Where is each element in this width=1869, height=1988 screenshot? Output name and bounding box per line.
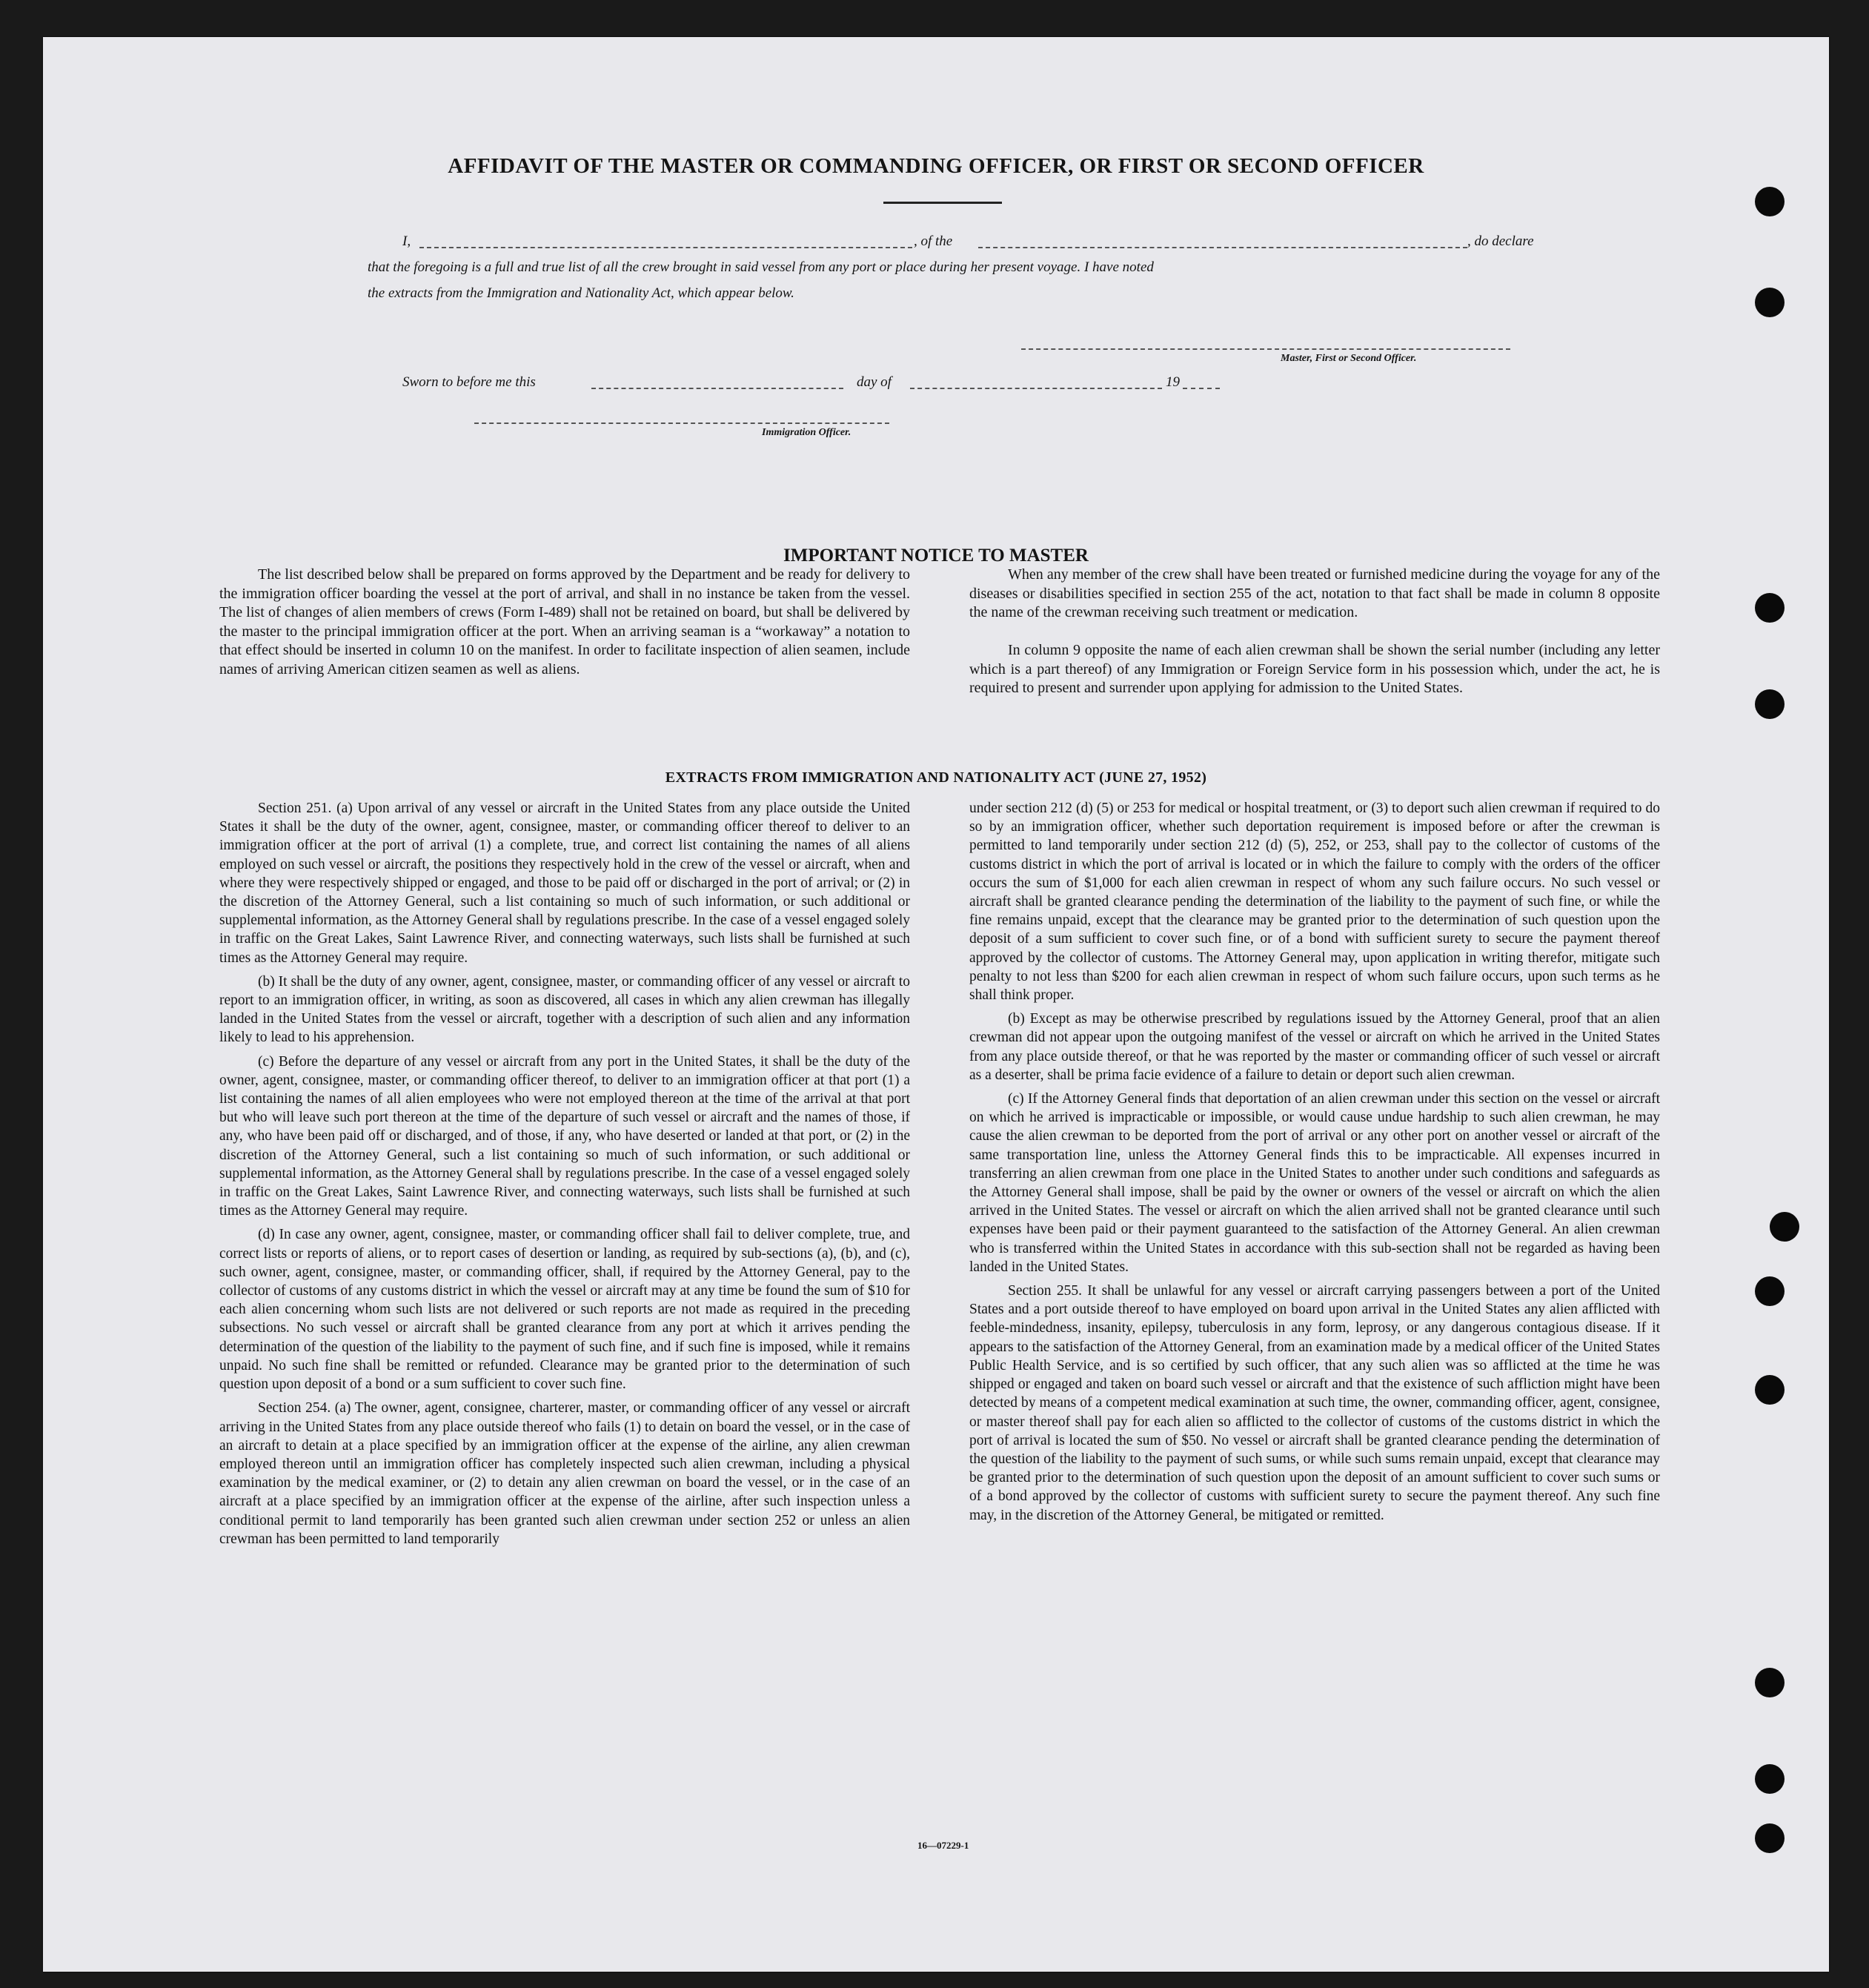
notice-title: IMPORTANT NOTICE TO MASTER bbox=[783, 546, 1089, 566]
section-251-b: (b) It shall be the duty of any owner, agent, consignee, master, or commanding officer of any vessel or aircraft to report to an immigration officer, in writing, as soon as discovered, all cases in which any alien crewman has illegally landed in the United States from the vessel or aircraft, together with a description of such alien and any information likely to lead to his apprehension. bbox=[219, 973, 910, 1046]
declaration-line-3: the extracts from the Immigration and Nationality Act, which appear below. bbox=[368, 285, 794, 301]
punch-hole bbox=[1755, 1823, 1785, 1853]
declarant-name-field[interactable] bbox=[419, 247, 912, 248]
year-label: 19 bbox=[1166, 374, 1180, 390]
sworn-label: Sworn to before me this bbox=[402, 374, 536, 390]
affidavit-title: AFFIDAVIT OF THE MASTER OR COMMANDING OFFICER, OR FIRST OR SECOND OFFICER bbox=[448, 154, 1424, 178]
declaration-line-2: that the foregoing is a full and true list of all the crew brought in said vessel from any port or place during her present voyage. I have noted bbox=[368, 259, 1154, 275]
notice-right-paragraph-1: When any member of the crew shall have been treated or furnished medicine during the voyage for any of the diseases or disabilities specified in section 255 of the act, notation to that fact shall be made in column 8 opposite the name of the crewman receiving such treatment or medication. bbox=[969, 566, 1660, 620]
notice-left-paragraph: The list described below shall be prepared on forms approved by the Department and be ready for delivery to the immigration officer boarding the vessel at the port of arrival, and shall in no instance be taken from the vessel. The list of changes of alien members of crews (Form I-489) shall not be retained on board, but shall be delivered by the master to the principal immigration officer at the port. When an arriving seaman is a “workaway” a notation to that effect should be inserted in column 10 on the manifest. In order to facilitate inspection of alien seamen, include names of arriving American citizen seamen as well as aliens. bbox=[219, 566, 910, 677]
vessel-name-field[interactable] bbox=[978, 247, 1467, 248]
immigration-officer-caption: Immigration Officer. bbox=[762, 427, 851, 438]
section-254-c: (c) If the Attorney General finds that deportation of an alien crewman under this section on the vessel or aircraft on which he arrived is impracticable or impossible, or would cause undue hardship to such alien crewman, he may cause the alien crewman to be deported from the port of arrival or any other port on another vessel or aircraft of the same transportation line, unless the Attorney General finds this to be impracticable. All expenses incurred in transferring an alien crewman from one place in the United States to another under such conditions and safeguards as the Attorney General shall impose, shall be paid by the owner or owners of the vessel or aircraft on which the alien arrived in the United States. The vessel or aircraft on which the alien arrived shall not be granted clearance until such expenses have been paid or their payment guaranteed to the satisfaction of the Attorney General. An alien crewman who is transferred within the United States in accordance with this sub-section shall not be regarded as having been landed in the United States. bbox=[969, 1091, 1660, 1275]
extracts-left-column bbox=[219, 799, 910, 1554]
punch-hole bbox=[1755, 1276, 1785, 1306]
section-251-a: Section 251. (a) Upon arrival of any vessel or aircraft in the United States from any place outside the United States it shall be the duty of the owner, agent, consignee, master, or commanding officer thereof to deliver to an immigration officer at the port of arrival (1) a complete, true, and correct list containing the names of all aliens employed on such vessel or aircraft, the positions they respectively hold in the crew of the vessel or aircraft, when and where they were respectively shipped or engaged, and those to be paid off or discharged in the port of arrival; or (2) in the discretion of the Attorney General, such a list containing so much of such information, or such additional or supplemental information, as the Attorney General shall by regulations prescribe. In the case of a vessel engaged solely in traffic on the Great Lakes, Saint Lawrence River, and connecting waterways, such lists shall be furnished at such times as the Attorney General may require. bbox=[219, 801, 910, 966]
master-signature-field[interactable] bbox=[1021, 348, 1510, 350]
declarant-label: I, bbox=[402, 233, 411, 249]
section-255: Section 255. It shall be unlawful for any vessel or aircraft carrying passengers between a port of the United States and a port outside thereof to have employed on board upon arrival in the United States any alien afflicted with feeble-mindedness, insanity, epilepsy, tuberculosis in any form, leprosy, or any dangerous contagious disease. If it appears to the satisfaction of the Attorney General, from an examination made by a medical officer of the United States Public Health Service, and is so certified by such officer, that any such alien was so afflicted at the time he was shipped or engaged and taken on board such vessel or aircraft and that the existence of such affliction might have been detected by means of a competent medical examination at such time, the owner, commanding officer, agent, consignee, or master thereof shall pay for each alien so afflicted to the collector of customs of the customs district in which the port of arrival is located the sum of $50. No vessel or aircraft shall be granted clearance pending the determination of the question of the liability to the payment of such sums, or while such sums remain unpaid, except that clearance may be granted prior to the determination of such question upon the deposit of an amount sufficient to cover such sums or of a bond approved by the collector of customs with sufficient surety to secure the payment thereof. Any such fine may, in the discretion of the Attorney General, be mitigated or remitted. bbox=[969, 1283, 1660, 1523]
punch-hole bbox=[1770, 1212, 1799, 1242]
section-251-c: (c) Before the departure of any vessel or aircraft from any port in the United States, it shall be the duty of the owner, agent, consignee, master, or commanding officer thereof, to deliver to an immigration officer at that port (1) a list containing the names of all alien employees who were not employed thereon at the time of the arrival at that port but who will leave such port thereon at the time of the departure of such vessel or aircraft and the names of those, if any, who have been paid off or discharged, and of those, if any, who have deserted or landed at that port, or (2) in the discretion of the Attorney General, such a list containing so much of such information, or such additional or supplemental information, as the Attorney General shall by regulations prescribe. In the case of a vessel engaged solely in traffic on the Great Lakes, Saint Lawrence River, and connecting waterways, such lists shall be furnished at such times as the Attorney General may require. bbox=[219, 1053, 910, 1219]
section-254-b: (b) Except as may be otherwise prescribed by regulations issued by the Attorney General, proof that an alien crewman did not appear upon the outgoing manifest of the vessel or aircraft on which he arrived in the United States from any place outside thereof, or that he was reported by the master or commanding officer of such vessel or aircraft as a deserter, shall be prima facie evidence of a failure to detain or deport such alien crewman. bbox=[969, 1011, 1660, 1083]
section-254-a-continued: under section 212 (d) (5) or 253 for medical or hospital treatment, or (3) to deport such alien crewman if required to do so by an immigration officer, whether such deportation requirement is imposed before or after the crewman is permitted to land temporarily under section 212 (d) (5), 252, or 253, shall pay to the collector of customs of the customs district in which the port of arrival is located or in which the failure to comply with the orders of the officer occurs the sum of $1,000 for each alien crewman in respect of whom any such failure occurs. No such vessel or aircraft shall be granted clearance pending the determination of the liability to the payment of such fine, or while the fine remains unpaid, except that the clearance may be granted prior to the determination of such question upon the deposit of a sum sufficient to cover such fine, or of a bond with sufficient surety to secure the payment thereof approved by the collector of customs. The Attorney General may, upon application in writing therefor, mitigate such penalty to not less than $200 for each alien crewman in respect of whom such failure occurs, upon such terms as he shall think proper. bbox=[969, 801, 1660, 1004]
sworn-year-field[interactable] bbox=[1183, 388, 1220, 389]
punch-hole bbox=[1755, 187, 1785, 216]
extracts-right-column bbox=[969, 799, 1660, 1530]
punch-hole bbox=[1755, 1375, 1785, 1405]
title-underline bbox=[883, 202, 1002, 204]
master-signature-caption: Master, First or Second Officer. bbox=[1281, 353, 1417, 364]
vessel-label: , of the bbox=[914, 233, 953, 249]
punch-hole bbox=[1755, 1764, 1785, 1794]
section-251-d: (d) In case any owner, agent, consignee, master, or commanding officer shall fail to deliver complete, true, and correct lists or reports of aliens, or to report cases of desertion or landing, as required by sub-sections (a), (b), and (c), such owner, agent, consignee, master, or commanding officer, shall, if required by the Attorney General, pay to the collector of customs of any customs district in which the vessel or aircraft may at any time be found the sum of $10 for each alien concerning whom such lists are not delivered or such reports are not made as required in the preceding subsections. No such vessel or aircraft shall be granted clearance from any port at which it arrives pending the determination of the question of the liability to the payment of such fine, and if such fine is imposed, while it remains unpaid. No such fine shall be remitted or refunded. Clearance may be granted prior to the determination of such question upon deposit of a bond or a sum sufficient to cover such fine. bbox=[219, 1227, 910, 1393]
sworn-month-field[interactable] bbox=[910, 388, 1162, 389]
sworn-date-field[interactable] bbox=[591, 388, 843, 389]
punch-hole bbox=[1755, 689, 1785, 719]
declare-label: , do declare bbox=[1467, 233, 1534, 249]
form-number: 16—07229-1 bbox=[917, 1840, 969, 1851]
punch-hole bbox=[1755, 288, 1785, 317]
extracts-title: EXTRACTS FROM IMMIGRATION AND NATIONALITY ACT (JUNE 27, 1952) bbox=[665, 769, 1207, 786]
punch-hole bbox=[1755, 593, 1785, 623]
punch-hole bbox=[1755, 1668, 1785, 1697]
section-254-a: Section 254. (a) The owner, agent, consignee, charterer, master, or commanding officer of any vessel or aircraft arriving in the United States from any place outside thereof who fails (1) to detain on board the vessel, or in the case of an aircraft to detain at a place specified by an immigration officer at the expense of the airline, any alien crewman employed thereon until an immigration officer has completely inspected such alien crewman, including a physical examination by the medical examiner, or (2) to detain any alien crewman on board the vessel, or in the case of an aircraft at a place specified by an immigration officer at the expense of the airline, after such inspection unless a conditional permit to land temporarily has been granted such alien crewman under section 252 or unless an alien crewman has been permitted to land temporarily bbox=[219, 1400, 910, 1547]
document-page bbox=[43, 37, 1829, 1972]
immigration-officer-signature-field[interactable] bbox=[474, 423, 889, 424]
notice-right-paragraph-2: In column 9 opposite the name of each alien crewman shall be shown the serial number (including any letter which is a part thereof) of any Immigration or Foreign Service form in his possession which, under the act, he is required to present and surrender upon applying for admission to the United States. bbox=[969, 642, 1660, 696]
day-of-label: day of bbox=[857, 374, 892, 390]
